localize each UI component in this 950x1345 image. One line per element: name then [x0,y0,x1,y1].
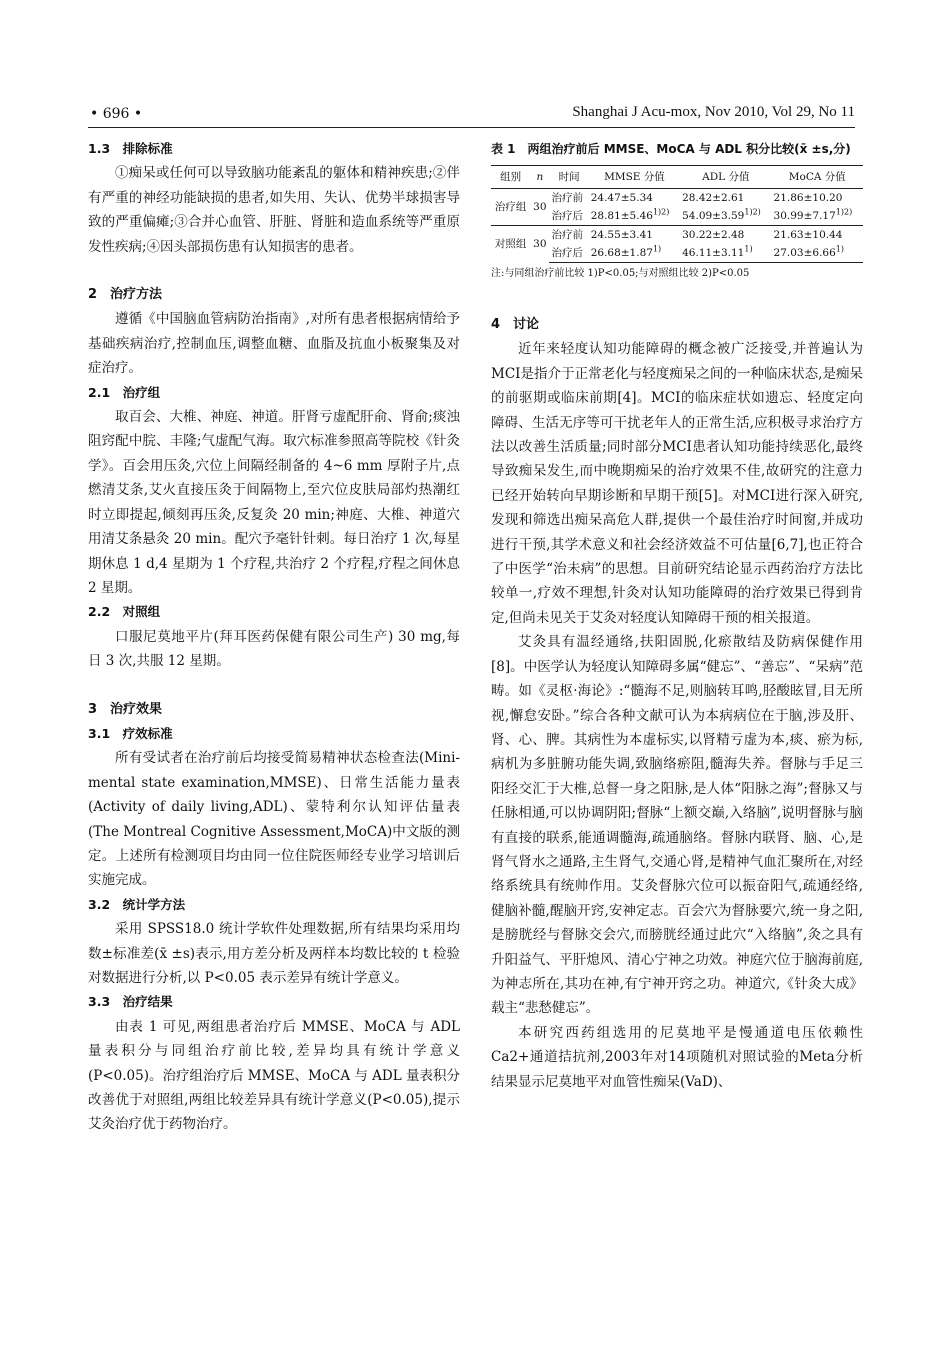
mmse-cell: 24.55±3.41 [590,229,653,241]
section-2-text: 遵循《中国脑血管病防治指南》,对所有患者根据病情给予基础疾病治疗,控制血压,调整血糖、血脂及抗血小板聚集及对症治疗。 [88,311,460,377]
section-3-2-heading: 3.2 统计学方法 [88,896,186,912]
col-header-n: n [530,166,549,189]
mmse-value: 26.68±1.87 [590,247,653,259]
section-2-2-text: 口服尼莫地平片(拜耳医药保健有限公司生产) 30 mg,每日 3 次,共服 12 星期。 [88,628,460,670]
table-note: 注:与同组治疗前比较 1)P<0.05;与对照组比较 2)P<0.05 [491,268,750,279]
section-3-3-heading: 3.3 治疗结果 [88,994,173,1010]
footnote-marker: 1)2) [835,207,853,217]
adl-value: 54.09±3.59 [682,210,745,222]
moca-cell: 21.63±10.44 [773,229,843,241]
page-number: • 696 • [90,106,143,122]
table-row [491,226,863,245]
mmse-cell: 24.47±5.34 [590,192,653,204]
section-3-2-text: 采用 SPSS18.0 统计学软件处理数据,所有结果均采用均数±标准差(x̄ ±s)表示,用方差分析及两样本均数比较的 t 检验对数据进行分析,以 P<0.05 表示差异有统计学意义。 [88,921,460,986]
n-cell: 30 [533,238,547,251]
discussion-paragraph-3: 本研究西药组选用的尼莫地平是慢通道电压依赖性Ca2+通道拮抗剂,2003年对14项随机对照试验的Meta分析结果显示尼莫地平对血管性痴呆(VaD)、 [491,1024,863,1090]
table-row [491,189,863,208]
section-2-1-text: 取百会、大椎、神庭、神道。肝肾亏虚配肝俞、肾俞;痰浊阻窍配中脘、丰隆;气虚配气海。取穴标准参照高等院校《针灸学》。百会用压灸,穴位上间隔经制备的 4~6 mm 厚附子片,点燃清艾条,艾火直接压灸于间隔物上,至穴位皮肤局部灼热潮红时立即提起,倾刻再压灸,反复灸 20 min;神庭、大椎、神道穴用清艾条悬灸 20 min。配穴予毫针针刺。每日治疗 1 次,每星期休息 1 d,4 星期为 1 个疗程,共治疗 2 个疗程,疗程之间休息 2 星期。 [88,409,460,596]
right-column [491,137,863,1094]
mmse-cell [589,207,680,226]
col-header-time: 时间 [549,166,588,189]
section-3-1-text: 所有受试者在治疗前后均接受简易精神状态检查法(Mini-mental state examination,MMSE)、日常生活能力量表(Activity of daily living,ADL)、蒙特利尔认知评估量表(The Montreal Cognitive Assessment,MoCA)中文版的测定。上述所有检测项目均由同一位住院医师经专业学习培训后实施完成。 [88,750,460,889]
adl-cell: 30.22±2.48 [682,229,745,241]
footnote-marker: 1)2) [652,207,670,217]
adl-cell [680,207,771,226]
results-table [491,165,863,263]
time-cell: 治疗后 [549,244,588,263]
time-cell: 治疗后 [551,210,583,222]
moca-cell: 21.86±10.20 [773,192,843,204]
section-3-3-text: 由表 1 可见,两组患者治疗后 MMSE、MoCA 与 ADL 量表积分与同组治疗前比较,差异均具有统计学意义(P<0.05)。治疗组治疗后 MMSE、MoCA 与 ADL 量表积分改善优于对照组,两组比较差异具有统计学意义(P<0.05),提示艾灸治疗优于药物治疗。 [88,1018,460,1133]
section-2-2-heading: 2.2 对照组 [88,604,161,620]
discussion-paragraph-1: 近年来轻度认知功能障碍的概念被广泛接受,并普遍认为MCI是指介于正常老化与轻度痴呆之间的一种临床状态,是痴呆的前驱期或临床前期[4]。MCI的临床症状如遗忘、轻度定向障碍、生活无序等可干扰老年人的正常生活,应积极寻求治疗方法以改善生活质量;同时部分MCI患者认知功能持续恶化,最终导致痴呆发生,而中晚期痴呆的治疗效果不佳,故研究的注意力已经开始转向早期诊断和早期干预[5]。对MCI进行深入研究,发现和筛选出痴呆高危人群,提供一个最佳治疗时间窗,并成功进行干预,其学术意义和社会经济效益不可估量[6,7],也正符合了中医学“治未病”的思想。目前研究结论显示西药治疗方法比较单一,疗效不理想,针灸对认知功能障碍的治疗效果已得到肯定,但尚未见关于艾灸对轻度认知障碍干预的相关报道。 [491,341,863,626]
journal-citation: Shanghai J Acu-mox, Nov 2010, Vol 29, No 11 [572,104,855,120]
table-header-row [491,166,863,189]
footnote-marker: 1) [652,244,662,254]
group-name-cell: 对照组 [494,238,527,251]
section-3-1-heading: 3.1 疗效标准 [88,725,173,741]
adl-value: 46.11±3.11 [682,247,745,259]
col-header-adl: ADL 分值 [680,166,771,189]
adl-cell: 28.42±2.61 [682,192,745,204]
moca-cell [772,207,863,226]
col-header-group: 组别 [491,166,530,189]
section-2-heading: 2 治疗方法 [88,287,163,303]
mmse-value: 28.81±5.46 [590,210,653,222]
discussion-paragraph-2: 艾灸具有温经通络,扶阳固脱,化瘀散结及防病保健作用[8]。中医学认为轻度认知障碍多属“健忘”、“善忘”、“呆病”范畴。如《灵枢·海论》:“髓海不足,则脑转耳鸣,胫酸眩冒,目无所视,懈怠安卧。”综合各种文献可认为本病病位在于脑,涉及肝、肾、心、脾。其病性为本虚标实,以肾精亏虚为本,痰、瘀为标,病机为多脏腑功能失调,致脑络瘀阻,髓海失养。督脉与手足三阳经交汇于大椎,总督一身之阳脉,是人体“阳脉之海”;督脉又与任脉相通,可以协调阴阳;督脉“上额交巅,入络脑”,说明督脉与脑有直接的联系,能通调髓海,疏通脑络。督脉内联肾、脑、心,是肾气肾水之通路,主生肾气,交通心肾,是精神气血汇聚所在,对经络系统具有统帅作用。艾灸督脉穴位可以振奋阳气,疏通经络,健脑补髓,醒脑开窍,安神定志。百会穴为督脉要穴,统一身之阳,是膀胱经与督脉交会穴,而膀胱经通过此穴“入络脑”,灸之具有升阳益气、平肝熄风、清心宁神之功效。神庭穴位于脑海前庭,为神志所在,其功在神,有宁神开窍之功。神道穴,《针灸大成》载主“悲愁健忘”。 [491,634,863,1017]
header-rule [88,127,855,128]
moca-value: 27.03±6.66 [773,247,836,259]
left-column [88,137,460,1137]
footnote-marker: 1) [744,244,753,254]
section-1-3-text: ①痴呆或任何可以导致脑功能紊乱的躯体和精神疾患;②伴有严重的神经功能缺损的患者,如失用、失认、优势半球损害导致的严重偏瘫;③合并心血管、肝脏、肾脏和造血系统等严重原发性疾病;④因头部损伤患有认知损害的患者。 [88,165,460,255]
col-header-mmse: MMSE 分值 [589,166,680,189]
table-title: 表 1 两组治疗前后 MMSE、MoCA 与 ADL 积分比较(x̄ ±s,分) [491,142,851,156]
group-name-cell: 治疗组 [494,201,527,213]
footnote-marker: 1) [835,244,845,254]
section-2-1-heading: 2.1 治疗组 [88,384,161,400]
section-1-3-heading: 1.3 排除标准 [88,141,173,156]
moca-cell [772,244,863,263]
time-cell: 治疗前 [551,229,583,241]
n-cell: 30 [533,201,547,213]
moca-value: 30.99±7.17 [773,210,836,222]
section-4-heading: 4 讨论 [491,317,540,332]
time-cell: 治疗前 [551,192,583,204]
col-header-moca: MoCA 分值 [772,166,863,189]
mmse-cell [589,244,680,263]
adl-cell [680,244,771,263]
section-3-heading: 3 治疗效果 [88,701,163,717]
footnote-marker: 1)2) [744,207,761,217]
